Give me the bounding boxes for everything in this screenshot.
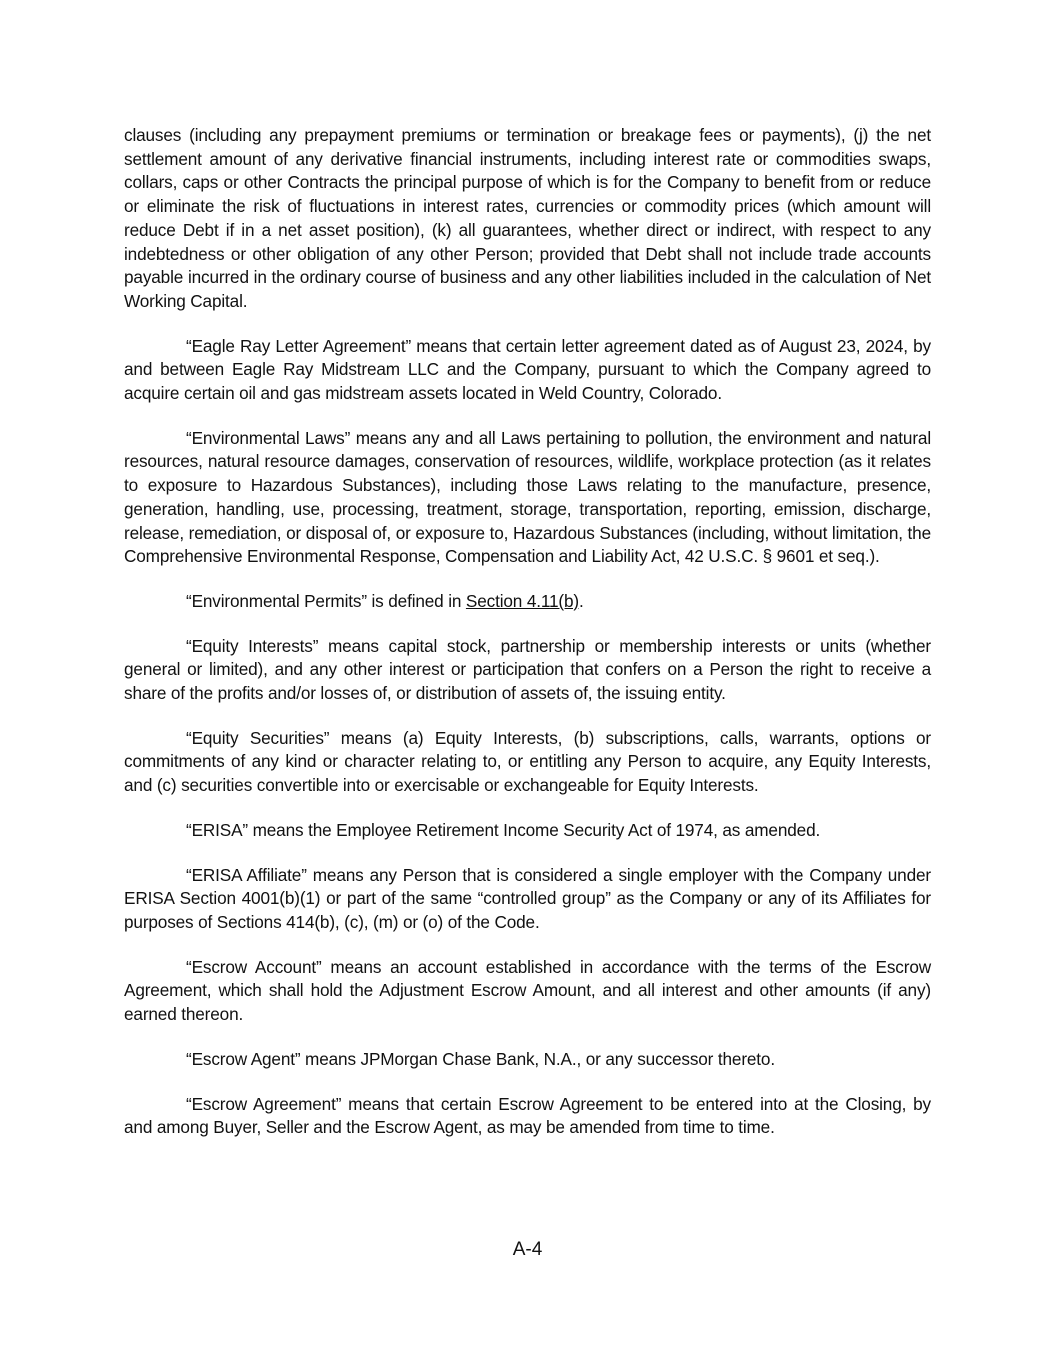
- paragraph-equity-interests: “Equity Interests” means capital stock, partnership or membership interests or units (whether general or limited), and any other interest or participation that confers on a Person the right to receive a share of the profits and/or losses of, or distribution of assets of, the issuing entity.: [124, 635, 931, 704]
- section-reference-link: Section 4.11(b): [465, 590, 579, 611]
- paragraph-environmental-laws: “Environmental Laws” means any and all Laws pertaining to pollution, the environment and natural resources, natural resource damages, conservation of resources, wildlife, workplace protection (as it relates to exposure to Hazardous Substances), including those Laws relating to the manufacture, presence, generation, handling, use, processing, treatment, storage, transportation, reporting, emission, discharge, release, remediation, or disposal of, or exposure to, Hazardous Substances (including, without limitation, the Comprehensive Environmental Response, Compensation and Liability Act, 42 U.S.C. § 9601 et seq.).: [124, 427, 931, 567]
- paragraph-eagle-ray-letter-agreement: “Eagle Ray Letter Agreement” means that certain letter agreement dated as of August 23, 2024, by and between Eagle Ray Midstream LLC and the Company, pursuant to which the Company agreed to acquire certain oil and gas midstream assets located in Weld Country, Colorado.: [124, 335, 931, 404]
- page-number: A-4: [512, 1239, 543, 1260]
- paragraph-escrow-account: “Escrow Account” means an account established in accordance with the terms of the Escrow Agreement, which shall hold the Adjustment Escrow Amount, and all interest and other amounts (if any) earned thereon.: [124, 956, 931, 1025]
- paragraph-escrow-agent: “Escrow Agent” means JPMorgan Chase Bank, N.A., or any successor thereto.: [186, 1048, 775, 1069]
- paragraph-debt-continuation: clauses (including any prepayment premiums or termination or breakage fees or payments), (j) the net settlement amount of any derivative financial instruments, including interest rate or commodities swaps, collars, caps or other Contracts the principal purpose of which is for the Company to benefit from or reduce or eliminate the risk of fluctuations in interest rates, currencies or commodity prices (which amount will reduce Debt if in a net asset position), (k) all guarantees, whether direct or indirect, with respect to any indebtedness or other obligation of any other Person; provided that Debt shall not include trade accounts payable incurred in the ordinary course of business and any other liabilities included in the calculation of Net Working Capital.: [124, 125, 931, 311]
- paragraph-environmental-permits: [124, 590, 931, 614]
- document-body: [124, 124, 931, 1161]
- paragraph-equity-securities: “Equity Securities” means (a) Equity Interests, (b) subscriptions, calls, warrants, options or commitments of any kind or character relating to, or entitling any Person to acquire, any Equity Interests, and (c) securities convertible into or exercisable or exchangeable for Equity Interests.: [124, 727, 931, 796]
- paragraph-erisa: “ERISA” means the Employee Retirement Income Security Act of 1974, as amended.: [186, 819, 821, 840]
- environmental-permits-text: “Environmental Permits” is defined in: [186, 590, 466, 611]
- paragraph-escrow-agreement: “Escrow Agreement” means that certain Escrow Agreement to be entered into at the Closing, by and among Buyer, Seller and the Escrow Agent, as may be amended from time to time.: [124, 1093, 931, 1138]
- environmental-permits-period: .: [578, 590, 584, 611]
- paragraph-erisa-affiliate: “ERISA Affiliate” means any Person that is considered a single employer with the Company under ERISA Section 4001(b)(1) or part of the same “controlled group” as the Company or any of its Affiliates for purposes of Sections 414(b), (c), (m) or (o) of the Code.: [124, 864, 931, 932]
